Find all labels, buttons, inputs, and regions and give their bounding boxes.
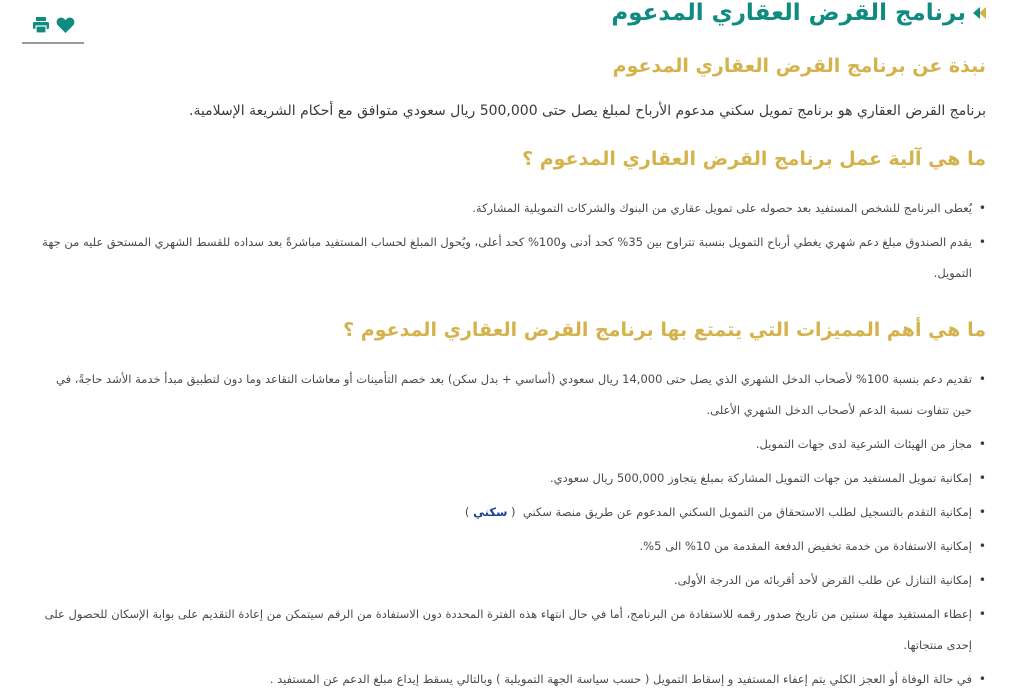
about-text: برنامج القرض العقاري هو برنامج تمويل سكني مدعوم الأرباح لمبلغ يصل حتى 500,000 ريال سعودي متوافق مع أحكام الشريعة الإسلامية.: [189, 103, 986, 119]
print-icon[interactable]: [30, 14, 52, 36]
list-item-text: إمكانية تمويل المستفيد من جهات التمويل المشاركة بمبلغ يتجاوز 500,000 ريال سعودي.: [549, 471, 972, 485]
list-item: • يقدم الصندوق مبلغ دعم شهري يغطي أرباح التمويل بنسبة تتراوح بين 35% كحد أدنى و100% كحد أعلى، ويُحول المبلغ لحساب المستفيد مباشرةً بعد سداده للقسط الشهري المستحق عليه من جهة التمويل.: [38, 227, 986, 289]
list-item-text: إمكانية التقدم بالتسجيل لطلب الاستحقاق من التمويل السكني المدعوم عن طريق منصة سكني: [522, 505, 972, 519]
mechanism-list: [38, 193, 986, 289]
about-heading: نبذة عن برنامج القرض العقاري المدعوم: [612, 55, 986, 77]
mechanism-heading: ما هي آلية عمل برنامج القرض العقاري المدعوم ؟: [522, 148, 986, 170]
list-item: • إعطاء المستفيد مهلة سنتين من تاريخ صدور رقمه للاستفادة من البرنامج، أما في حال انتهاء هذه الفترة المحددة دون الاستفادة من الرقم سيتمكن من إعادة التقديم على بوابة الإسكان للحصول على إحدى منتجاتها.: [38, 599, 986, 661]
features-heading: ما هي أهم المميزات التي يتمتع بها برنامج القرض العقاري المدعوم ؟: [343, 319, 986, 341]
page-title-row: [611, 0, 986, 26]
features-list: [38, 364, 986, 695]
double-chevron-icon: [972, 3, 986, 23]
list-item: • إمكانية التنازل عن طلب القرض لأحد أقربائه من الدرجة الأولى.: [38, 565, 986, 596]
list-item: • مجاز من الهيئات الشرعية لدى جهات التمويل.: [38, 429, 986, 460]
list-item: • في حالة الوفاة أو العجز الكلي يتم إعفاء المستفيد و إسقاط التمويل ( حسب سياسة الجهة التمويلية ) وبالتالي يسقط إيداع مبلغ الدعم عن المستفيد .: [38, 664, 986, 695]
list-item: [38, 463, 986, 494]
toolbar: [22, 8, 84, 44]
list-item: • إمكانية التقدم بالتسجيل لطلب الاستحقاق من التمويل السكني المدعوم عن طريق منصة سكني ( سكني ): [38, 497, 986, 528]
list-item: • إمكانية الاستفادة من خدمة تخفيض الدفعة المقدمة من 10% الى 5%.: [38, 531, 986, 562]
heart-icon[interactable]: [54, 14, 76, 36]
page-title: برنامج القرض العقاري المدعوم: [611, 0, 966, 26]
sakani-link[interactable]: سكني: [473, 505, 508, 519]
list-item: • يُعطى البرنامج للشخص المستفيد بعد حصوله على تمويل عقاري من البنوك والشركات التمويلية المشاركة.: [38, 193, 986, 224]
list-item: • تقديم دعم بنسبة 100% لأصحاب الدخل الشهري الذي يصل حتى 14,000 ريال سعودي (أساسي + بدل سكن) بعد خصم التأمينات أو معاشات التقاعد وما دون لتطبيق مبدأ خدمة الأشد حاجةً، في حين تتفاوت نسبة الدعم لأصحاب الدخل الشهري الأعلى.: [38, 364, 986, 426]
